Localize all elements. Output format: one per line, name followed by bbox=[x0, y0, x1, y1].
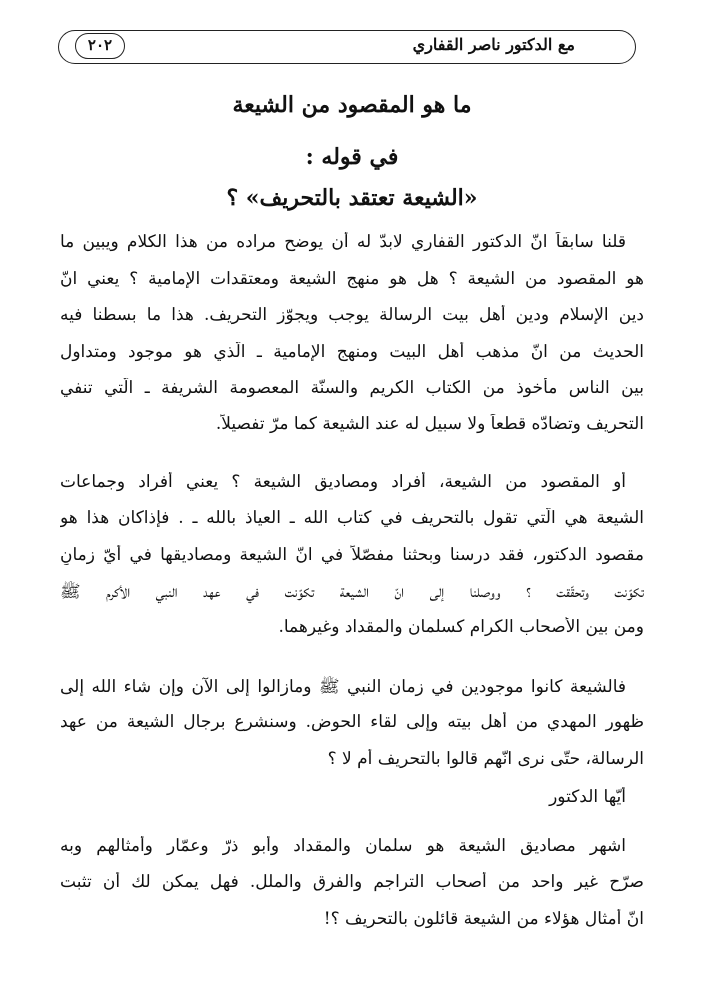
paragraph-2-line-1: أو المقصود من الشيعة، أفراد ومصاديق الشيعة ؟ يعني أفراد وجماعات bbox=[60, 472, 626, 492]
paragraph-4-line-3: انّ أمثال هؤلاء من الشيعة قائلون بالتحريف ؟! bbox=[323, 909, 644, 929]
paragraph-4-line-2: صرّح غير واحد من أصحاب التراجم والفرق والملل. فهل يمكن لك أن تثبت bbox=[60, 872, 644, 892]
running-header-title: مع الدكتور ناصر القفاري bbox=[412, 35, 575, 54]
paragraph-3-line-1: فالشيعة كانوا موجودين في زمان النبي ﷺ ومازالوا إلى الآن وإن شاء الله إلى bbox=[60, 677, 626, 697]
paragraph-1-line-5: بين الناس مأخوذ من الكتاب الكريم والسنّة المعصومة الشريفة ـ الّتي تنفي bbox=[60, 378, 644, 398]
paragraph-1-line-2: هو المقصود من الشيعة ؟ هل هو منهج الشيعة ومعتقدات الإمامية ؟ يعني انّ bbox=[60, 269, 644, 289]
paragraph-4-line-1: اشهر مصاديق الشيعة هو سلمان والمقداد وأبو ذرّ وعمّار وأمثالهم وبه bbox=[60, 836, 626, 856]
paragraph-3-line-2: ظهور المهدي من أهل بيته وإلى لقاء الحوض. وسنشرع برجال الشيعة من عهد bbox=[60, 712, 644, 732]
paragraph-3-line-3: الرسالة، حتّى نرى انّهم قالوا بالتحريف أم لا ؟ bbox=[327, 749, 644, 769]
paragraph-1-line-4: الحديث من انّ مذهب أهل البيت ومنهج الإمامية ـ الّذي هو موجود ومتداول bbox=[60, 342, 644, 362]
paragraph-2-line-2: الشيعة هي الّتي تقول بالتحريف في كتاب الله ـ العياذ بالله ـ . فإذاكان هذا هو bbox=[60, 508, 644, 528]
address-line: أيّها الدكتور bbox=[549, 787, 626, 807]
paragraph-1-line-3: دين الإسلام ودين أهل بيت الرسالة يوجب ويجوّز التحريف. هذا ما بسطنا فيه bbox=[60, 305, 644, 325]
paragraph-1-line-6: التحريف وتضادّه قطعاً ولا سبيل له عند الشيعة كما مرّ تفصيلاً. bbox=[215, 414, 644, 434]
paragraph-2-line-4: تكوّنت وتحقّقت ؟ ووصلنا إلى انّ الشيعة تكوّنت في عهد النبي الأكرم ﷺ bbox=[60, 582, 644, 602]
section-heading-line-1: ما هو المقصود من الشيعة bbox=[232, 92, 472, 118]
paragraph-1-line-1: قلنا سابقاً انّ الدكتور القفاري لابدّ له أن يوضح مراده من هذا الكلام ويبين ما bbox=[60, 232, 626, 252]
section-heading-line-2: في قوله : bbox=[305, 144, 399, 170]
page-number: ٢٠٢ bbox=[75, 33, 125, 59]
paragraph-2-line-5: ومن بين الأصحاب الكرام كسلمان والمقداد وغيرهما. bbox=[278, 617, 644, 637]
paragraph-2-line-3: مقصود الدكتور، فقد درسنا وبحثنا مفصّلاً في انّ الشيعة ومصاديقها في أيّ زمانٍ bbox=[60, 545, 644, 565]
running-header bbox=[58, 30, 636, 64]
section-heading-line-3: «الشيعة تعتقد بالتحريف» ؟ bbox=[226, 185, 478, 211]
